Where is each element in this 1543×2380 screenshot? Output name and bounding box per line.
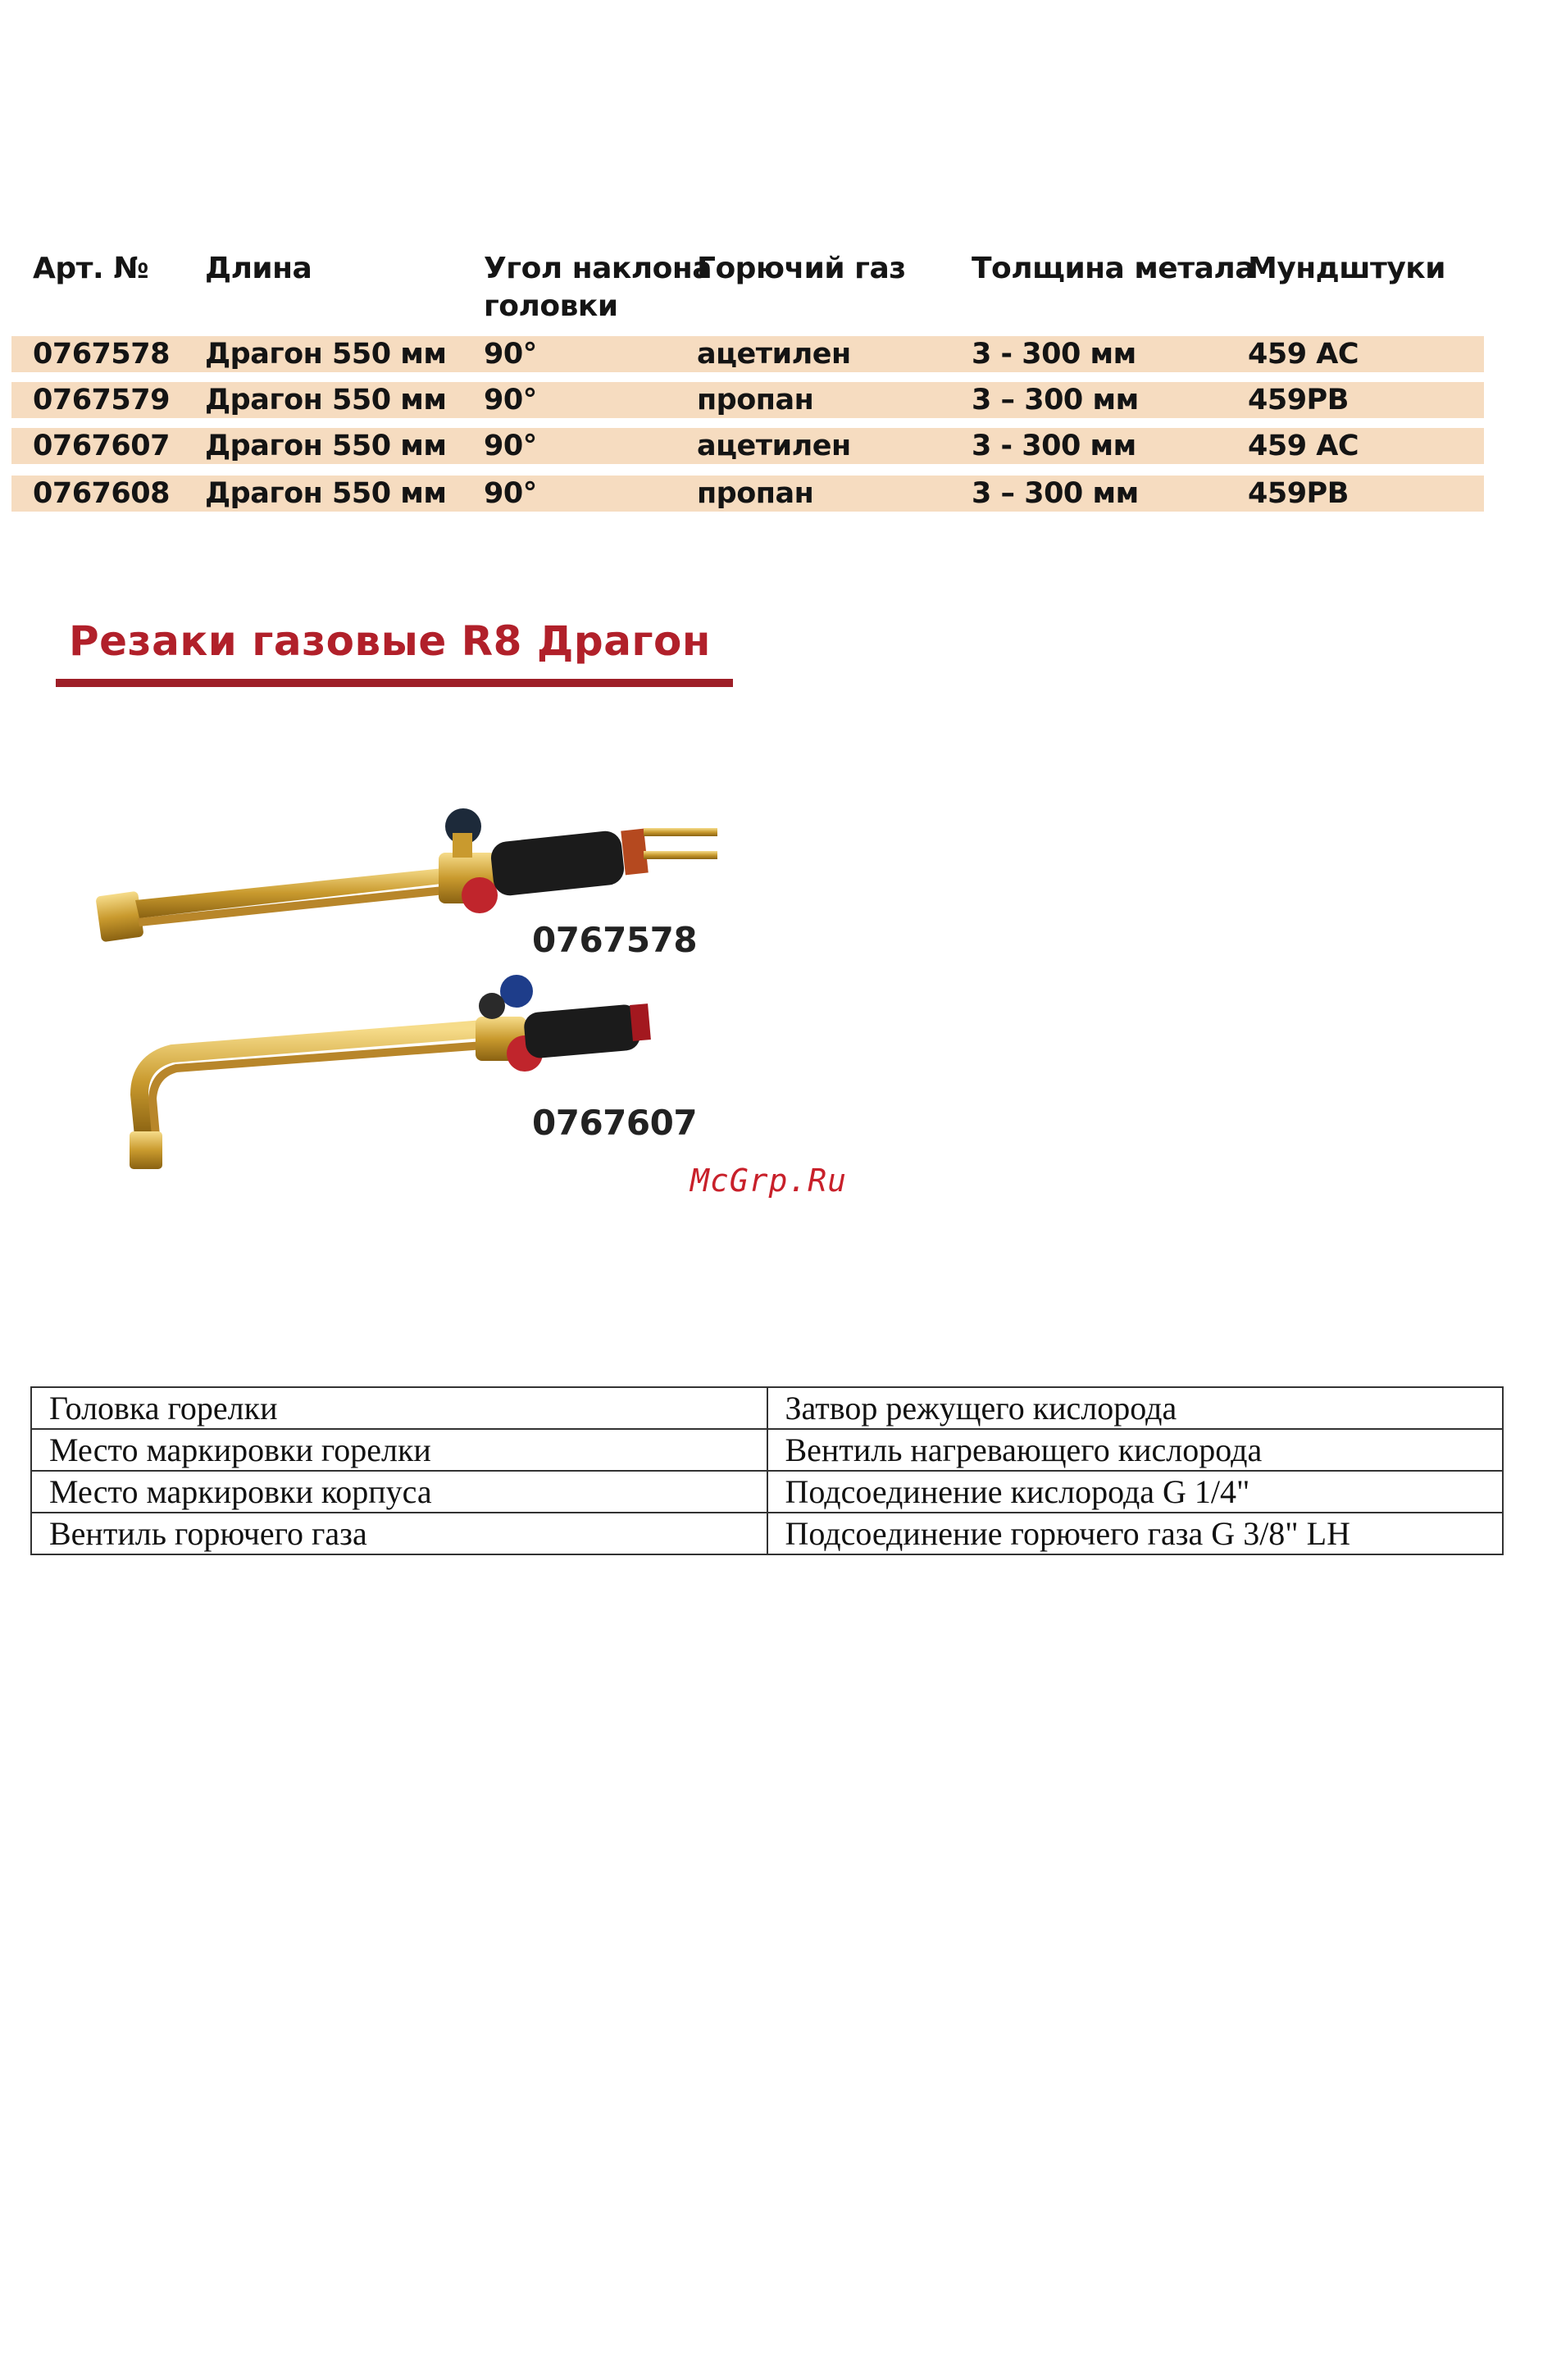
table-row xyxy=(31,1429,1503,1471)
cell-nozzle: 459PB xyxy=(1248,384,1349,416)
parts-cell: Вентиль нагревающего кислорода xyxy=(767,1429,1504,1471)
section-title: Резаки газовые R8 Драгон xyxy=(69,617,711,665)
parts-cell: Вентиль горючего газа xyxy=(31,1513,767,1554)
cell-gas: ацетилен xyxy=(697,338,851,371)
cell-angle: 90° xyxy=(484,384,537,416)
table-row xyxy=(11,428,1484,464)
header-gas: Горючий газ xyxy=(697,252,906,285)
cell-art: 0767608 xyxy=(33,477,170,510)
parts-cell: Подсоединение горючего газа G 3/8" LH xyxy=(767,1513,1504,1554)
cell-angle: 90° xyxy=(484,430,537,462)
parts-cell: Затвор режущего кислорода xyxy=(767,1387,1504,1429)
product-number: 0767607 xyxy=(532,1103,698,1143)
cell-thickness: 3 – 300 мм xyxy=(972,384,1139,416)
header-nozzles: Мундштуки xyxy=(1248,252,1445,285)
header-art: Арт. № xyxy=(33,252,149,285)
cell-thickness: 3 - 300 мм xyxy=(972,338,1136,371)
header-angle xyxy=(484,250,712,325)
cell-gas: пропан xyxy=(697,384,814,416)
watermark: McGrp.Ru xyxy=(690,1163,848,1199)
product-number: 0767578 xyxy=(532,920,698,960)
cell-nozzle: 459PB xyxy=(1248,477,1349,510)
header-angle-line2: головки xyxy=(484,289,618,323)
table-row xyxy=(11,476,1484,512)
table-row xyxy=(31,1513,1503,1554)
header-thickness: Толщина метала xyxy=(972,252,1255,285)
parts-cell: Подсоединение кислорода G 1/4" xyxy=(767,1471,1504,1513)
cell-length: Драгон 550 мм xyxy=(205,430,447,462)
table-row xyxy=(31,1471,1503,1513)
cell-gas: ацетилен xyxy=(697,430,851,462)
header-angle-line1: Угол наклона xyxy=(484,252,712,285)
cell-gas: пропан xyxy=(697,477,814,510)
cell-art: 0767578 xyxy=(33,338,170,371)
table-row xyxy=(11,336,1484,372)
spec-table-header xyxy=(0,250,1543,332)
cell-length: Драгон 550 мм xyxy=(205,477,447,510)
parts-cell: Головка горелки xyxy=(31,1387,767,1429)
cell-nozzle: 459 AC xyxy=(1248,430,1359,462)
cell-angle: 90° xyxy=(484,477,537,510)
bent-cutting-torch-icon xyxy=(107,972,664,1176)
section-title-underline xyxy=(56,679,733,687)
parts-cell: Место маркировки горелки xyxy=(31,1429,767,1471)
table-row xyxy=(31,1387,1503,1429)
cell-length: Драгон 550 мм xyxy=(205,338,447,371)
table-row xyxy=(11,382,1484,418)
cell-nozzle: 459 AC xyxy=(1248,338,1359,371)
cell-thickness: 3 - 300 мм xyxy=(972,430,1136,462)
cell-length: Драгон 550 мм xyxy=(205,384,447,416)
cell-thickness: 3 – 300 мм xyxy=(972,477,1139,510)
parts-table xyxy=(30,1386,1504,1555)
parts-cell: Место маркировки корпуса xyxy=(31,1471,767,1513)
cell-angle: 90° xyxy=(484,338,537,371)
header-length: Длина xyxy=(205,252,312,285)
cell-art: 0767607 xyxy=(33,430,170,462)
cell-art: 0767579 xyxy=(33,384,170,416)
